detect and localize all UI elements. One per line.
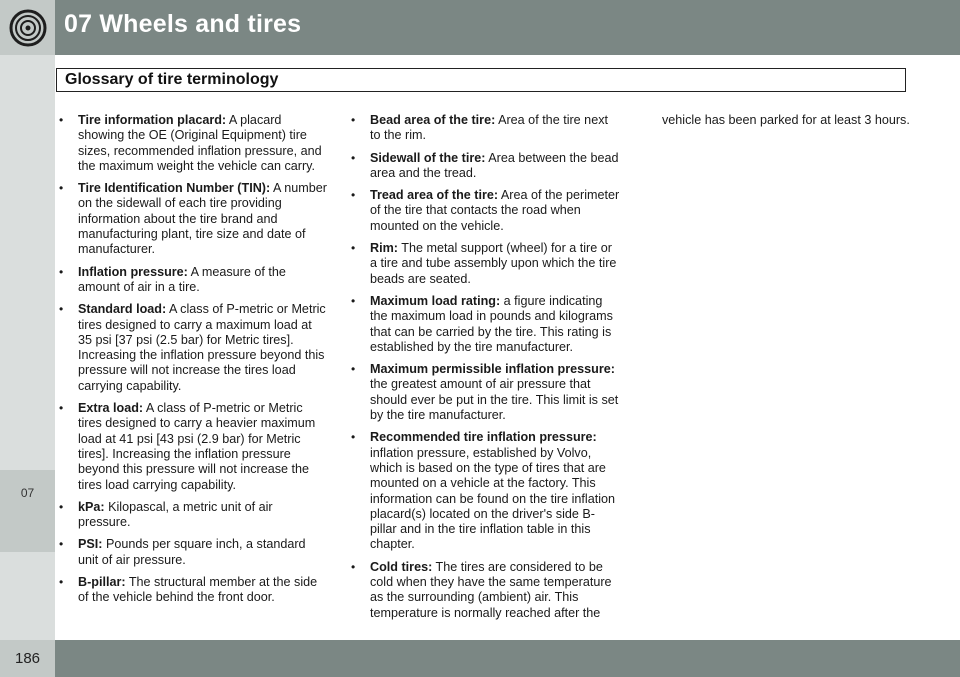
text-column-2	[351, 113, 620, 628]
glossary-definition: A measure of the amount of air in a tire.	[78, 264, 286, 294]
glossary-entry	[351, 188, 620, 234]
section-title: Glossary of tire terminology	[65, 71, 279, 88]
glossary-term: Sidewall of the tire:	[370, 150, 486, 165]
glossary-definition: Pounds per square inch, a standard unit of air pressure.	[78, 537, 306, 567]
bullet: •	[351, 113, 356, 127]
glossary-term: Bead area of the tire:	[370, 113, 496, 127]
glossary-term: Cold tires:	[370, 559, 433, 574]
glossary-definition: vehicle has been parked for at least 3 hours.	[662, 113, 910, 127]
bullet: •	[351, 188, 356, 203]
glossary-term: Extra load:	[78, 401, 144, 416]
chapter-side-tab[interactable]	[0, 470, 55, 552]
glossary-definition: Area of the perimeter of the tire that contacts the road when mounted on the vehicle.	[370, 188, 620, 233]
glossary-entry	[59, 302, 328, 394]
glossary-term: kPa:	[78, 499, 105, 514]
glossary-entry	[351, 293, 620, 355]
page-number: 186	[14, 650, 41, 667]
glossary-entry	[351, 559, 620, 621]
text-column-3	[662, 113, 912, 135]
glossary-term: Tread area of the tire:	[370, 188, 499, 203]
glossary-definition: Area between the bead area and the tread.	[370, 150, 619, 180]
glossary-definition: inflation pressure, established by Volvo, which is based on the type of tires that are mounted on a vehicle at the factory. This information can be found on the tire inflation placard(s) located on the driver's side B-pillar and in the tire inflation table in this chapter.	[370, 445, 616, 552]
bullet: •	[59, 401, 64, 416]
bullet: •	[59, 181, 64, 196]
glossary-term: Standard load:	[78, 302, 167, 317]
glossary-definition: The structural member at the side of the vehicle behind the front door.	[78, 575, 318, 605]
bullet: •	[59, 537, 64, 552]
glossary-entry	[59, 181, 328, 257]
glossary-entry	[351, 241, 620, 287]
bullet: •	[351, 559, 356, 574]
chapter-title: 07 Wheels and tires	[64, 10, 302, 38]
bullet: •	[59, 575, 64, 590]
glossary-term: Maximum permissible inflation pressure:	[370, 362, 615, 377]
glossary-definition: Kilopascal, a metric unit of air pressure.	[78, 499, 273, 530]
glossary-definition: The metal support (wheel) for a tire or a tire and tube assembly upon which the tire beads are seated.	[370, 241, 617, 286]
chapter-tab-number: 07	[20, 486, 35, 500]
glossary-term: Maximum load rating:	[370, 293, 501, 308]
bullet: •	[351, 362, 356, 377]
glossary-entry	[59, 537, 328, 568]
glossary-entry	[351, 113, 620, 144]
glossary-term: Tire information placard:	[78, 113, 227, 127]
glossary-definition: Area of the tire next to the rim.	[370, 113, 608, 143]
glossary-definition: the greatest amount of air pressure that should ever be put in the tire. This limit is set by the tire manufacturer.	[370, 377, 619, 423]
glossary-term: Tire Identification Number (TIN):	[78, 181, 271, 196]
bullet: •	[351, 293, 356, 308]
glossary-term: Inflation pressure:	[78, 264, 188, 279]
glossary-continuation	[662, 113, 912, 128]
glossary-entry	[59, 264, 328, 296]
section-heading-box	[56, 68, 906, 92]
glossary-entry	[59, 499, 328, 531]
glossary-term: B-pillar:	[78, 575, 126, 590]
glossary-definition: A placard showing the OE (Original Equipment) tire sizes, recommended inflation pressure, and the maximum weight the vehicle can carry.	[78, 113, 322, 173]
tire-wheel-icon	[8, 8, 48, 48]
glossary-entry	[351, 430, 620, 552]
glossary-term: PSI:	[78, 537, 103, 552]
glossary-term: Rim:	[370, 241, 398, 256]
bullet: •	[59, 302, 64, 317]
glossary-definition: A class of P-metric or Metric tires designed to carry a heavier maximum load at 41 psi [43 psi (2.9 bar) for Metric tires]. Increasing the inflation pressure beyond this pressure will not increase the tires load carrying capability.	[78, 401, 316, 492]
glossary-definition: A class of P-metric or Metric tires designed to carry a maximum load at 35 psi [37 psi (2.5 bar) for Metric tires]. Increasing the inflation pressure beyond this pressure will not increase the tires load carrying capability.	[78, 302, 326, 393]
bullet: •	[351, 241, 356, 256]
glossary-definition: The tires are considered to be cold when they have the same temperature as the surrounding (ambient) air. This temperature is normally reached after the	[370, 559, 612, 620]
bullet: •	[59, 113, 64, 127]
bullet: •	[351, 430, 356, 445]
glossary-definition: a figure indicating the maximum load in pounds and kilograms that can be carried by the tire. This rating is established by the tire manufacturer.	[370, 293, 613, 354]
glossary-entry	[59, 401, 328, 493]
chapter-icon-box	[0, 0, 55, 55]
glossary-entry	[351, 362, 620, 423]
bullet: •	[59, 499, 64, 514]
text-column-1	[59, 113, 328, 613]
glossary-entry	[59, 575, 328, 606]
footer-bar	[0, 640, 960, 677]
glossary-definition: A number on the sidewall of each tire providing information about the tire brand and manufacturing plant, tire size and date of manufacturer.	[78, 181, 327, 257]
bullet: •	[351, 150, 356, 165]
glossary-term: Recommended tire inflation pressure:	[370, 430, 597, 445]
glossary-entry	[59, 113, 328, 174]
side-strip	[0, 55, 55, 640]
glossary-entry	[351, 150, 620, 182]
bullet: •	[59, 264, 64, 279]
